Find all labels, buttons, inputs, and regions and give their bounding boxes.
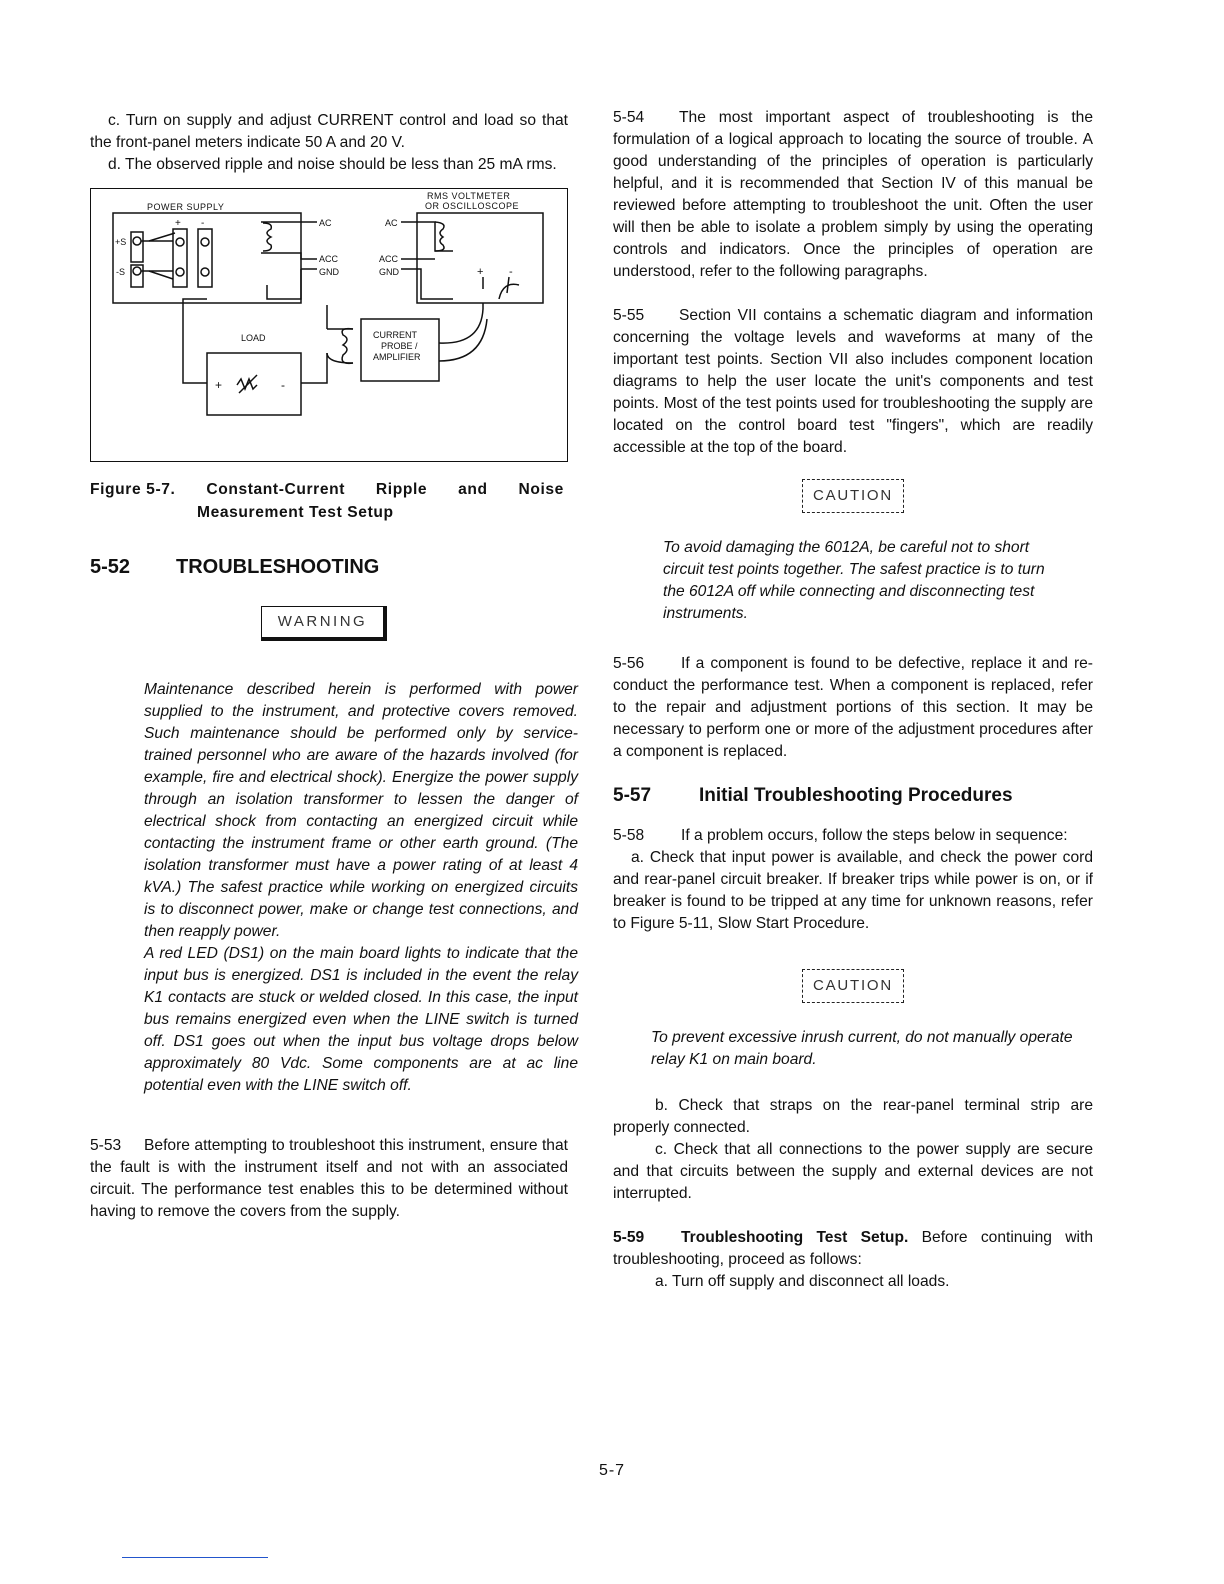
caption-word: Ripple bbox=[375, 481, 428, 498]
paragraph-5-59: 5-59 Troubleshooting Test Setup. Before continuing with troubleshooting, proceed as follows: bbox=[613, 1229, 1094, 1268]
section-heading-5-57 bbox=[613, 785, 1093, 807]
probe-label: PROBE / bbox=[381, 341, 418, 351]
current-label: CURRENT bbox=[373, 330, 417, 340]
paragraph-number: 5-59 bbox=[613, 1229, 645, 1246]
plus-s-label: +S bbox=[115, 237, 127, 247]
paragraph-5-56: 5-56 If a component is found to be defective, replace it and re-conduct the performance test. When a component is replaced, refer to the repair and adjustment portions of this section. It may be necessary to perform one or more of the adjustment procedures after a component is replaced. bbox=[613, 655, 1093, 760]
paragraph-5-54: 5-54 The most important aspect of troubleshooting is the formulation of a logical approach to locating the source of trouble. A good understanding of the principles of operation is particularly helpful, and it is recommended that Section IV of this manual be reviewed before attempting to troubleshoot the unit. Often the user will then be able to isolate a problem simply by using the operating controls and indicators. Once the principles of operation are understood, refer to the following paragraphs. bbox=[613, 109, 1093, 280]
section-title: TROUBLESHOOTING bbox=[176, 556, 380, 578]
load-label: LOAD bbox=[241, 333, 266, 343]
step-c-paragraph-2: c. Check that all connections to the power supply are secure and that circuits between the supply and external devices are not interrupted. bbox=[613, 1141, 1093, 1202]
paragraph-5-55: 5-55 Section VII contains a schematic diagram and information concerning the voltage levels and waveforms at many of the important test points. Section VII also includes component location diagrams to help the user locate the unit's components and test points. Most of the test points used for troubleshooting the supply are located on the control board test "fingers", which are readily accessible at the top of the board. bbox=[613, 307, 1093, 456]
figure-number: Figure 5-7. bbox=[90, 481, 176, 498]
paragraph-number: 5-58 bbox=[613, 827, 645, 844]
minus-s-label: -S bbox=[116, 267, 125, 277]
rms-voltmeter-label: RMS VOLTMETER bbox=[427, 191, 511, 201]
caption-line-2: Measurement Test Setup bbox=[197, 504, 394, 521]
caption-word: Constant-Current bbox=[206, 481, 346, 498]
paragraph-number: 5-53 bbox=[90, 1137, 122, 1154]
footer-rule bbox=[122, 1557, 268, 1558]
warning-text bbox=[144, 679, 578, 1097]
test-setup-schematic bbox=[91, 189, 567, 461]
step-b-paragraph: b. Check that straps on the rear-panel terminal strip are properly connected. bbox=[613, 1097, 1093, 1136]
step-a-paragraph-2: a. Turn off supply and disconnect all loads. bbox=[655, 1273, 950, 1290]
step-a-paragraph: a. Check that input power is available, and check the power cord and rear-panel circuit breaker. If breaker trips while power is on, or if breaker is found to be tripped at any time for unknown reasons, refer to Figure 5-11, Slow Start Procedure. bbox=[613, 849, 1093, 932]
section-title: Initial Troubleshooting Procedures bbox=[699, 785, 1013, 806]
paragraph-number: 5-55 bbox=[613, 307, 645, 324]
load-plus-label: + bbox=[215, 378, 223, 392]
power-supply-box bbox=[113, 213, 301, 303]
gnd-label-left: GND bbox=[319, 267, 339, 277]
caution-text-2: To prevent excessive inrush current, do not manually operate relay K1 on main board. bbox=[651, 1029, 1073, 1068]
voltmeter-box bbox=[417, 213, 543, 303]
section-number: 5-57 bbox=[613, 785, 652, 806]
caption-word: and bbox=[458, 481, 488, 498]
warning-label: WARNING bbox=[261, 606, 387, 641]
caption-word: Noise bbox=[518, 481, 564, 498]
left-column bbox=[90, 110, 578, 1223]
paragraph-5-53: 5-53 Before attempting to troubleshoot this instrument, ensure that the fault is with the instrument itself and not with an associated circuit. The performance test enables this to be determined without having to remove the covers from the supply. bbox=[90, 1137, 568, 1220]
amplifier-label: AMPLIFIER bbox=[373, 352, 421, 362]
step-d-paragraph: d. The observed ripple and noise should be less than 25 mA rms. bbox=[108, 156, 557, 173]
probe-plus-label: + bbox=[477, 266, 484, 278]
paragraph-number: 5-56 bbox=[613, 655, 645, 672]
ac-label-left: AC bbox=[319, 218, 332, 228]
oscilloscope-label: OR OSCILLOSCOPE bbox=[425, 201, 520, 211]
page-number: 5-7 bbox=[598, 1462, 626, 1479]
figure-5-7-diagram bbox=[90, 188, 568, 462]
power-supply-label: POWER SUPPLY bbox=[147, 202, 225, 212]
minus-terminal-label: - bbox=[201, 218, 205, 229]
warning-paragraph-1: Maintenance described herein is performed with power supplied to the instrument, and protective covers removed. Such maintenance should be performed only by service-trained personnel who are aware of the hazards involved (for example, fire and electrical shock). Energize the power supply through an isolation transformer to lessen the danger of electrical shock from contacting an energized circuit while contacting the instrument frame or other earth ground. (The isolation transformer must have a power rating of at least 4 kVA.) The safest practice while working on energized circuits is to disconnect power, make or change test connections, and then reapply power. bbox=[144, 681, 578, 940]
plus-terminal-label: + bbox=[175, 218, 181, 229]
warning-paragraph-2: A red LED (DS1) on the main board lights to indicate that the input bus is energized. DS1 is included in the event the relay K1 contacts are stuck or welded closed. In this case, the input bus remains energized even when the LINE switch is turned off. DS1 goes out when the input bus voltage drops below approximately 80 Vdc. Some components are at ac line potential even with the LINE switch off. bbox=[144, 945, 578, 1094]
paragraph-5-58: 5-58 If a problem occurs, follow the steps below in sequence: bbox=[613, 825, 1093, 847]
probe-minus-label: - bbox=[509, 266, 513, 278]
load-minus-label: - bbox=[281, 378, 285, 392]
gnd-label-right: GND bbox=[379, 267, 399, 277]
ac-label-right: AC bbox=[385, 218, 398, 228]
figure-caption bbox=[90, 478, 568, 524]
section-number: 5-52 bbox=[90, 556, 131, 578]
caution-text-1: To avoid damaging the 6012A, be careful not to short circuit test points together. The safest practice is to turn the 6012A off while connecting and disconnecting test instruments. bbox=[663, 539, 1045, 622]
right-column bbox=[613, 107, 1093, 1293]
caution-label: CAUTION bbox=[802, 479, 904, 513]
section-heading-5-52 bbox=[90, 556, 568, 578]
acc-label-left: ACC bbox=[319, 254, 339, 264]
step-c-paragraph: c. Turn on supply and adjust CURRENT control and load so that the front-panel meters indicate 50 A and 20 V. bbox=[90, 112, 568, 151]
acc-label-right: ACC bbox=[379, 254, 399, 264]
caution-label-2: CAUTION bbox=[802, 969, 904, 1003]
paragraph-number: 5-54 bbox=[613, 109, 645, 126]
